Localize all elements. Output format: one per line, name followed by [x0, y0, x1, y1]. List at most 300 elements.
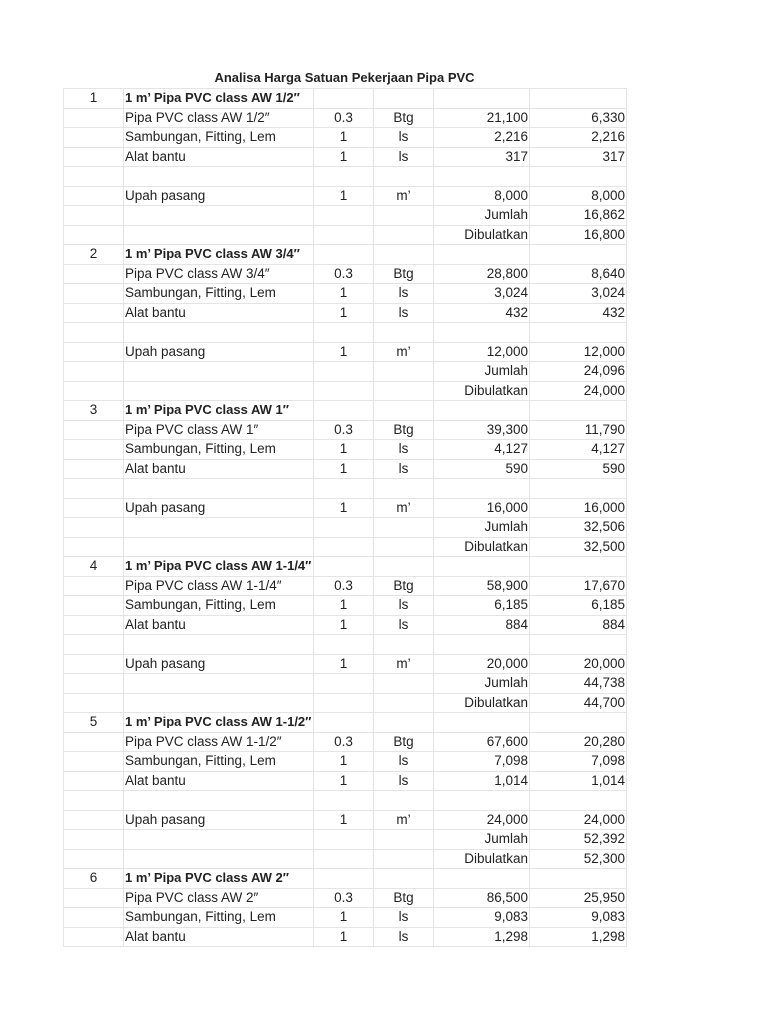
- cell-unit: [374, 245, 434, 265]
- cell-price: 24,000: [434, 810, 530, 830]
- cell-total: 44,738: [530, 674, 627, 694]
- cell-desc: [124, 89, 314, 109]
- cell-total: 16,862: [530, 206, 627, 226]
- cell-qty: 1: [314, 459, 374, 479]
- cell-price: 4,127: [434, 440, 530, 460]
- cell-price: Jumlah: [434, 362, 530, 382]
- cell-qty: 1: [314, 147, 374, 167]
- cell-unit: ls: [374, 615, 434, 635]
- cell-price: 1,014: [434, 771, 530, 791]
- cell-desc: [124, 635, 314, 655]
- cell-unit: m’: [374, 342, 434, 362]
- cell-total: 52,392: [530, 830, 627, 850]
- cell-unit: m’: [374, 810, 434, 830]
- cell-qty: 1: [314, 810, 374, 830]
- cell-no: [64, 381, 124, 401]
- page-title: Analisa Harga Satuan Pekerjaan Pipa PVC: [214, 70, 475, 85]
- item-row: [64, 440, 627, 460]
- cell-qty: 1: [314, 596, 374, 616]
- cell-desc: Upah pasang: [124, 498, 314, 518]
- cell-qty: 1: [314, 128, 374, 148]
- cell-total: 16,000: [530, 498, 627, 518]
- cell-price: 21,100: [434, 108, 530, 128]
- cell-qty: 1: [314, 342, 374, 362]
- cell-qty: [314, 323, 374, 343]
- labor-row: [64, 498, 627, 518]
- cell-desc: Sambungan, Fitting, Lem: [124, 284, 314, 304]
- cell-price: 3,024: [434, 284, 530, 304]
- cell-total: 3,024: [530, 284, 627, 304]
- jumlah-row: [64, 206, 627, 226]
- cell-unit: Btg: [374, 888, 434, 908]
- cell-total: 32,506: [530, 518, 627, 538]
- cell-price: [434, 635, 530, 655]
- cell-total: [530, 869, 627, 889]
- item-row: [64, 284, 627, 304]
- cell-qty: [314, 167, 374, 187]
- cell-total: 884: [530, 615, 627, 635]
- cell-unit: [374, 557, 434, 577]
- cell-total: 11,790: [530, 420, 627, 440]
- cell-qty: [314, 713, 374, 733]
- cell-unit: ls: [374, 908, 434, 928]
- blank-row: [64, 167, 627, 187]
- cell-qty: 1: [314, 284, 374, 304]
- cell-price: [434, 791, 530, 811]
- cell-no: 6: [64, 869, 124, 889]
- cell-price: Dibulatkan: [434, 693, 530, 713]
- cell-no: 1: [64, 89, 124, 109]
- cell-total: [530, 89, 627, 109]
- item-row: [64, 420, 627, 440]
- cell-price: Dibulatkan: [434, 537, 530, 557]
- cell-unit: [374, 635, 434, 655]
- item-row: [64, 303, 627, 323]
- jumlah-row: [64, 518, 627, 538]
- cell-price: Dibulatkan: [434, 381, 530, 401]
- blank-row: [64, 791, 627, 811]
- item-row: [64, 908, 627, 928]
- cell-desc: Upah pasang: [124, 342, 314, 362]
- section-heading-text: 1 m’ Pipa PVC class AW 3/4″: [125, 248, 300, 261]
- item-row: [64, 576, 627, 596]
- section-heading-row: [64, 869, 627, 889]
- cell-qty: [314, 479, 374, 499]
- cell-unit: Btg: [374, 420, 434, 440]
- cell-desc: [124, 674, 314, 694]
- cell-no: [64, 420, 124, 440]
- item-row: [64, 147, 627, 167]
- cell-desc: [124, 323, 314, 343]
- cell-price: 39,300: [434, 420, 530, 440]
- cell-unit: ls: [374, 752, 434, 772]
- cell-desc: Upah pasang: [124, 186, 314, 206]
- cell-qty: [314, 557, 374, 577]
- cell-qty: 0.3: [314, 732, 374, 752]
- cell-qty: [314, 362, 374, 382]
- cell-unit: [374, 537, 434, 557]
- cell-price: [434, 89, 530, 109]
- cell-desc: [124, 557, 314, 577]
- jumlah-row: [64, 362, 627, 382]
- cell-unit: ls: [374, 771, 434, 791]
- cell-price: 12,000: [434, 342, 530, 362]
- cell-total: 25,950: [530, 888, 627, 908]
- cell-total: 32,500: [530, 537, 627, 557]
- cell-desc: [124, 830, 314, 850]
- cell-no: [64, 849, 124, 869]
- cell-no: [64, 791, 124, 811]
- cell-no: [64, 440, 124, 460]
- cell-price: 9,083: [434, 908, 530, 928]
- cell-no: [64, 167, 124, 187]
- cell-total: [530, 557, 627, 577]
- cell-total: 16,800: [530, 225, 627, 245]
- cell-no: [64, 206, 124, 226]
- cell-no: [64, 771, 124, 791]
- cell-total: [530, 401, 627, 421]
- cell-qty: [314, 849, 374, 869]
- cell-qty: [314, 674, 374, 694]
- cell-unit: [374, 674, 434, 694]
- cell-desc: Sambungan, Fitting, Lem: [124, 908, 314, 928]
- cell-qty: [314, 869, 374, 889]
- cell-desc: [124, 245, 314, 265]
- cell-qty: [314, 635, 374, 655]
- cell-no: [64, 693, 124, 713]
- cell-qty: [314, 225, 374, 245]
- cell-desc: [124, 537, 314, 557]
- cell-price: 1,298: [434, 927, 530, 947]
- cell-total: 12,000: [530, 342, 627, 362]
- cell-qty: [314, 206, 374, 226]
- cell-unit: [374, 713, 434, 733]
- jumlah-row: [64, 674, 627, 694]
- cell-price: 28,800: [434, 264, 530, 284]
- cell-total: 8,640: [530, 264, 627, 284]
- blank-row: [64, 479, 627, 499]
- cell-price: Dibulatkan: [434, 225, 530, 245]
- cell-desc: [124, 518, 314, 538]
- cell-qty: [314, 693, 374, 713]
- cell-no: [64, 888, 124, 908]
- cell-unit: Btg: [374, 264, 434, 284]
- item-row: [64, 615, 627, 635]
- cell-price: Dibulatkan: [434, 849, 530, 869]
- cell-total: 24,000: [530, 810, 627, 830]
- cell-price: [434, 557, 530, 577]
- cell-qty: [314, 381, 374, 401]
- dibulatkan-row: [64, 693, 627, 713]
- cell-price: [434, 167, 530, 187]
- cell-qty: 1: [314, 615, 374, 635]
- cell-price: 432: [434, 303, 530, 323]
- cell-total: 8,000: [530, 186, 627, 206]
- cell-desc: [124, 869, 314, 889]
- section-heading-text: 1 m’ Pipa PVC class AW 2″: [125, 872, 289, 885]
- cell-total: 7,098: [530, 752, 627, 772]
- item-row: [64, 927, 627, 947]
- cell-qty: [314, 791, 374, 811]
- cell-no: [64, 810, 124, 830]
- cell-total: [530, 245, 627, 265]
- cell-total: 590: [530, 459, 627, 479]
- section-heading-row: [64, 89, 627, 109]
- cell-qty: [314, 537, 374, 557]
- labor-row: [64, 810, 627, 830]
- item-row: [64, 732, 627, 752]
- cell-total: 1,298: [530, 927, 627, 947]
- cell-desc: Upah pasang: [124, 654, 314, 674]
- cell-unit: m’: [374, 654, 434, 674]
- cell-desc: [124, 849, 314, 869]
- cell-no: [64, 128, 124, 148]
- section-heading-text: 1 m’ Pipa PVC class AW 1/2″: [125, 92, 300, 105]
- cell-qty: 0.3: [314, 420, 374, 440]
- cell-no: [64, 362, 124, 382]
- cell-no: 5: [64, 713, 124, 733]
- cell-price: [434, 323, 530, 343]
- item-row: [64, 771, 627, 791]
- cell-desc: Pipa PVC class AW 2″: [124, 888, 314, 908]
- cell-qty: 1: [314, 440, 374, 460]
- cell-price: Jumlah: [434, 206, 530, 226]
- cell-total: [530, 713, 627, 733]
- cell-no: 3: [64, 401, 124, 421]
- cell-price: [434, 401, 530, 421]
- cell-qty: 1: [314, 752, 374, 772]
- cell-price: [434, 713, 530, 733]
- cell-desc: Pipa PVC class AW 1″: [124, 420, 314, 440]
- cell-no: [64, 908, 124, 928]
- cell-no: [64, 635, 124, 655]
- cell-no: [64, 264, 124, 284]
- cell-price: 2,216: [434, 128, 530, 148]
- cell-unit: ls: [374, 440, 434, 460]
- cell-no: [64, 108, 124, 128]
- cell-no: [64, 225, 124, 245]
- cell-total: 1,014: [530, 771, 627, 791]
- dibulatkan-row: [64, 381, 627, 401]
- cell-qty: 0.3: [314, 576, 374, 596]
- cell-unit: [374, 323, 434, 343]
- cell-price: 884: [434, 615, 530, 635]
- cell-total: 432: [530, 303, 627, 323]
- cell-qty: 0.3: [314, 108, 374, 128]
- item-row: [64, 459, 627, 479]
- cell-desc: [124, 381, 314, 401]
- cell-no: [64, 147, 124, 167]
- dibulatkan-row: [64, 849, 627, 869]
- cell-unit: ls: [374, 303, 434, 323]
- cell-total: 24,000: [530, 381, 627, 401]
- cell-desc: Alat bantu: [124, 303, 314, 323]
- cell-desc: Alat bantu: [124, 459, 314, 479]
- cell-qty: 1: [314, 654, 374, 674]
- cell-price: 8,000: [434, 186, 530, 206]
- section-heading-row: [64, 713, 627, 733]
- cell-no: [64, 498, 124, 518]
- analysis-table: [63, 88, 627, 947]
- cell-desc: [124, 693, 314, 713]
- cell-desc: Sambungan, Fitting, Lem: [124, 596, 314, 616]
- cell-desc: Pipa PVC class AW 1-1/4″: [124, 576, 314, 596]
- cell-no: [64, 186, 124, 206]
- item-row: [64, 596, 627, 616]
- cell-desc: Alat bantu: [124, 615, 314, 635]
- cell-no: [64, 674, 124, 694]
- cell-price: 86,500: [434, 888, 530, 908]
- cell-price: [434, 869, 530, 889]
- cell-no: [64, 323, 124, 343]
- cell-no: 2: [64, 245, 124, 265]
- cell-unit: [374, 479, 434, 499]
- cell-no: [64, 927, 124, 947]
- cell-total: [530, 791, 627, 811]
- item-row: [64, 888, 627, 908]
- cell-no: [64, 459, 124, 479]
- cell-unit: [374, 791, 434, 811]
- cell-total: 20,280: [530, 732, 627, 752]
- blank-row: [64, 323, 627, 343]
- cell-qty: [314, 245, 374, 265]
- cell-unit: ls: [374, 128, 434, 148]
- cell-price: [434, 245, 530, 265]
- cell-total: 52,300: [530, 849, 627, 869]
- cell-qty: [314, 401, 374, 421]
- cell-no: [64, 303, 124, 323]
- cell-unit: [374, 869, 434, 889]
- cell-desc: [124, 401, 314, 421]
- cell-desc: Pipa PVC class AW 3/4″: [124, 264, 314, 284]
- section-heading-row: [64, 245, 627, 265]
- cell-desc: Upah pasang: [124, 810, 314, 830]
- dibulatkan-row: [64, 537, 627, 557]
- cell-desc: Pipa PVC class AW 1-1/2″: [124, 732, 314, 752]
- cell-price: 16,000: [434, 498, 530, 518]
- cell-no: [64, 596, 124, 616]
- cell-desc: Alat bantu: [124, 771, 314, 791]
- cell-no: 4: [64, 557, 124, 577]
- cell-price: 58,900: [434, 576, 530, 596]
- cell-unit: ls: [374, 147, 434, 167]
- cell-unit: [374, 362, 434, 382]
- cell-no: [64, 576, 124, 596]
- cell-total: 9,083: [530, 908, 627, 928]
- cell-total: 24,096: [530, 362, 627, 382]
- cell-desc: [124, 362, 314, 382]
- cell-unit: [374, 518, 434, 538]
- cell-price: Jumlah: [434, 518, 530, 538]
- cell-price: Jumlah: [434, 674, 530, 694]
- blank-row: [64, 635, 627, 655]
- labor-row: [64, 342, 627, 362]
- cell-price: 590: [434, 459, 530, 479]
- cell-qty: 0.3: [314, 888, 374, 908]
- section-heading-text: 1 m’ Pipa PVC class AW 1-1/4″: [125, 560, 312, 573]
- cell-qty: 1: [314, 186, 374, 206]
- cell-unit: Btg: [374, 732, 434, 752]
- cell-qty: 1: [314, 771, 374, 791]
- cell-unit: [374, 849, 434, 869]
- cell-desc: [124, 713, 314, 733]
- cell-price: 7,098: [434, 752, 530, 772]
- cell-qty: 1: [314, 908, 374, 928]
- cell-qty: 1: [314, 927, 374, 947]
- cell-total: [530, 323, 627, 343]
- item-row: [64, 128, 627, 148]
- cell-qty: [314, 518, 374, 538]
- cell-unit: [374, 206, 434, 226]
- section-heading-row: [64, 401, 627, 421]
- cell-total: 4,127: [530, 440, 627, 460]
- cell-desc: Pipa PVC class AW 1/2″: [124, 108, 314, 128]
- cell-desc: Sambungan, Fitting, Lem: [124, 440, 314, 460]
- cell-unit: ls: [374, 927, 434, 947]
- cell-desc: [124, 791, 314, 811]
- cell-price: 317: [434, 147, 530, 167]
- cell-total: [530, 167, 627, 187]
- section-heading-row: [64, 557, 627, 577]
- cell-unit: ls: [374, 284, 434, 304]
- dibulatkan-row: [64, 225, 627, 245]
- cell-price: [434, 479, 530, 499]
- cell-no: [64, 342, 124, 362]
- cell-desc: [124, 167, 314, 187]
- cell-total: 44,700: [530, 693, 627, 713]
- cell-qty: 1: [314, 303, 374, 323]
- cell-desc: [124, 225, 314, 245]
- cell-unit: ls: [374, 596, 434, 616]
- item-row: [64, 264, 627, 284]
- labor-row: [64, 654, 627, 674]
- cell-unit: ls: [374, 459, 434, 479]
- cell-unit: m’: [374, 498, 434, 518]
- cell-price: 67,600: [434, 732, 530, 752]
- cell-no: [64, 284, 124, 304]
- cell-price: Jumlah: [434, 830, 530, 850]
- item-row: [64, 752, 627, 772]
- cell-unit: [374, 167, 434, 187]
- cell-no: [64, 537, 124, 557]
- cell-desc: [124, 206, 314, 226]
- cell-unit: m’: [374, 186, 434, 206]
- cell-unit: [374, 225, 434, 245]
- cell-unit: Btg: [374, 576, 434, 596]
- cell-total: 6,330: [530, 108, 627, 128]
- cell-total: 20,000: [530, 654, 627, 674]
- cell-unit: [374, 401, 434, 421]
- cell-total: [530, 635, 627, 655]
- section-heading-text: 1 m’ Pipa PVC class AW 1″: [125, 404, 289, 417]
- cell-price: 6,185: [434, 596, 530, 616]
- cell-total: 2,216: [530, 128, 627, 148]
- cell-unit: Btg: [374, 108, 434, 128]
- cell-no: [64, 518, 124, 538]
- cell-qty: [314, 830, 374, 850]
- cell-total: [530, 479, 627, 499]
- labor-row: [64, 186, 627, 206]
- cell-desc: Alat bantu: [124, 147, 314, 167]
- cell-no: [64, 732, 124, 752]
- jumlah-row: [64, 830, 627, 850]
- cell-qty: 0.3: [314, 264, 374, 284]
- cell-unit: [374, 381, 434, 401]
- cell-no: [64, 479, 124, 499]
- cell-desc: Alat bantu: [124, 927, 314, 947]
- cell-price: 20,000: [434, 654, 530, 674]
- cell-desc: [124, 479, 314, 499]
